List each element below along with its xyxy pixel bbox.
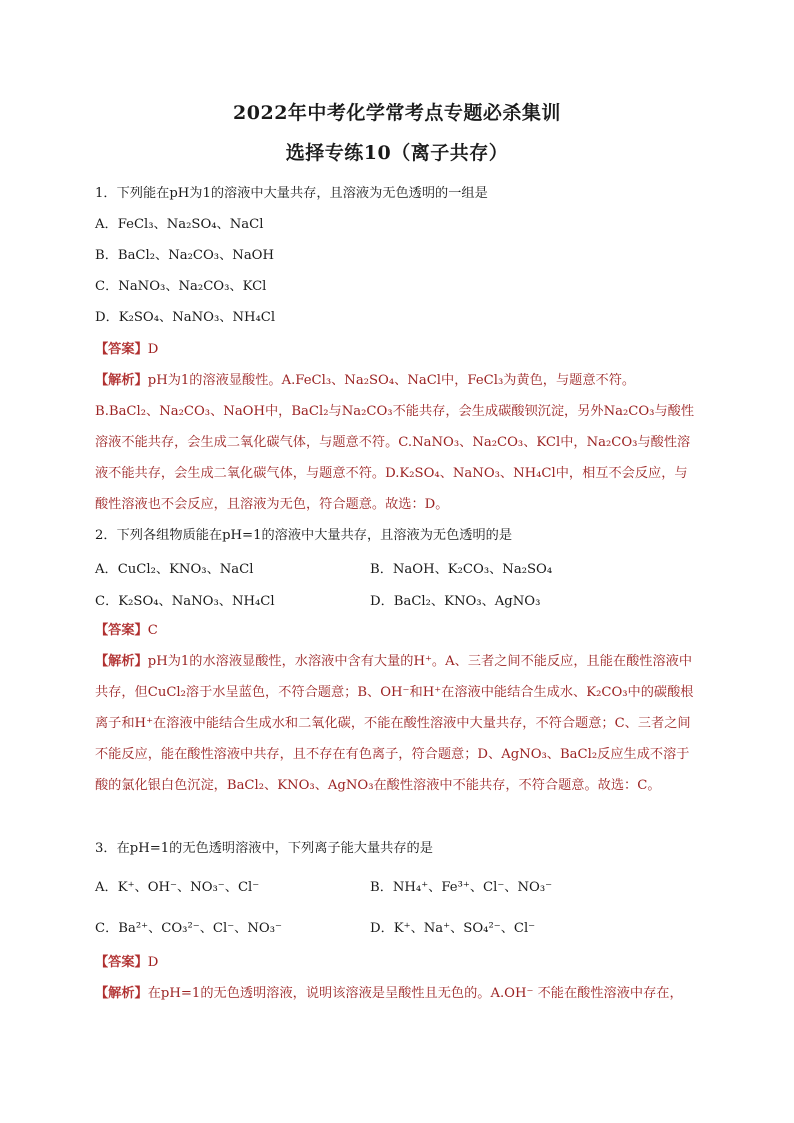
question-2-option-b: B．NaOH、K₂CO₃、Na₂SO₄ xyxy=(370,562,553,577)
analysis-label: 【解析】 xyxy=(95,654,148,669)
question-3-option-c: C．Ba²⁺、CO₃²⁻、Cl⁻、NO₃⁻ xyxy=(95,921,282,936)
question-3-option-a: A．K⁺、OH⁻、NO₃⁻、Cl⁻ xyxy=(95,880,260,895)
analysis-text: pH为1的溶液显酸性。A.FeCl₃、Na₂SO₄、NaCl中，FeCl₃为黄色，与题意不符。B.BaCl₂、Na₂CO₃、NaOH中，BaCl₂与Na₂CO₃不能共存，会生成碳酸钡沉淀，另外Na₂CO₃与酸性溶液不能共存，会生成二氧化碳气体，与题意不符。C.NaNO₃、Na₂CO₃、KCl中，Na₂CO₃与酸性溶液不能共存，会生成二氧化碳气体，与题意不符。D.K₂SO₄、NaNO₃、NH₄Cl中，相互不会反应，与酸性溶液也不会反应，且溶液为无色，符合题意。故选：D。 xyxy=(95,373,695,512)
analysis-text: pH为1的水溶液显酸性，水溶液中含有大量的H⁺。A、三者之间不能反应，且能在酸性溶液中共存，但CuCl₂溶于水呈蓝色，不符合题意；B、OH⁻和H⁺在溶液中能结合生成水、K₂CO₃中的碳酸根离子和H⁺在溶液中能结合生成水和二氧化碳，不能在酸性溶液中大量共存，不符合题意；C、三者之间不能反应，能在酸性溶液中共存，且不存在有色离子，符合题意；D、AgNO₃、BaCl₂反应生成不溶于酸的氯化银白色沉淀，BaCl₂、KNO₃、AgNO₃在酸性溶液中不能共存，不符合题意。故选：C。 xyxy=(95,654,694,793)
answer-value: C xyxy=(147,623,158,638)
question-3-stem: 3．在pH=1的无色透明溶液中，下列离子能大量共存的是 xyxy=(95,841,433,856)
answer-label: 【答案】 xyxy=(95,955,148,970)
analysis-label: 【解析】 xyxy=(95,373,148,388)
question-1-option-b: B．BaCl₂、Na₂CO₃、NaOH xyxy=(95,248,274,263)
question-3-option-d: D．K⁺、Na⁺、SO₄²⁻、Cl⁻ xyxy=(370,921,536,936)
question-2-analysis xyxy=(95,646,699,801)
question-2-answer xyxy=(95,621,158,641)
answer-label: 【答案】 xyxy=(95,623,148,638)
question-1-option-d: D．K₂SO₄、NaNO₃、NH₄Cl xyxy=(95,310,276,325)
question-3-option-b: B．NH₄⁺、Fe³⁺、Cl⁻、NO₃⁻ xyxy=(370,880,553,895)
question-1-stem: 1．下列能在pH为1的溶液中大量共存，且溶液为无色透明的一组是 xyxy=(95,186,488,201)
question-2-option-c: C．K₂SO₄、NaNO₃、NH₄Cl xyxy=(95,594,275,609)
answer-label: 【答案】 xyxy=(95,342,148,357)
question-2-option-a: A．CuCl₂、KNO₃、NaCl xyxy=(95,562,254,577)
question-3-answer xyxy=(95,953,158,973)
answer-value: D xyxy=(147,955,159,970)
question-2-stem: 2．下列各组物质能在pH=1的溶液中大量共存，且溶液为无色透明的是 xyxy=(95,528,513,543)
question-2-option-d: D．BaCl₂、KNO₃、AgNO₃ xyxy=(370,594,541,609)
question-1-analysis xyxy=(95,365,699,520)
answer-value: D xyxy=(147,342,159,357)
question-1-option-a: A．FeCl₃、Na₂SO₄、NaCl xyxy=(95,217,264,232)
question-1-answer xyxy=(95,340,158,360)
analysis-text: 在pH=1的无色透明溶液，说明该溶液是呈酸性且无色的。A.OH⁻ 不能在酸性溶液中存在， xyxy=(147,986,683,1001)
question-1-option-c: C．NaNO₃、Na₂CO₃、KCl xyxy=(95,279,267,294)
question-3-analysis xyxy=(95,978,699,1009)
document-title: 2022年中考化学常考点专题必杀集训 xyxy=(233,102,561,124)
document-subtitle: 选择专练10（离子共存） xyxy=(285,142,509,164)
analysis-label: 【解析】 xyxy=(95,986,148,1001)
